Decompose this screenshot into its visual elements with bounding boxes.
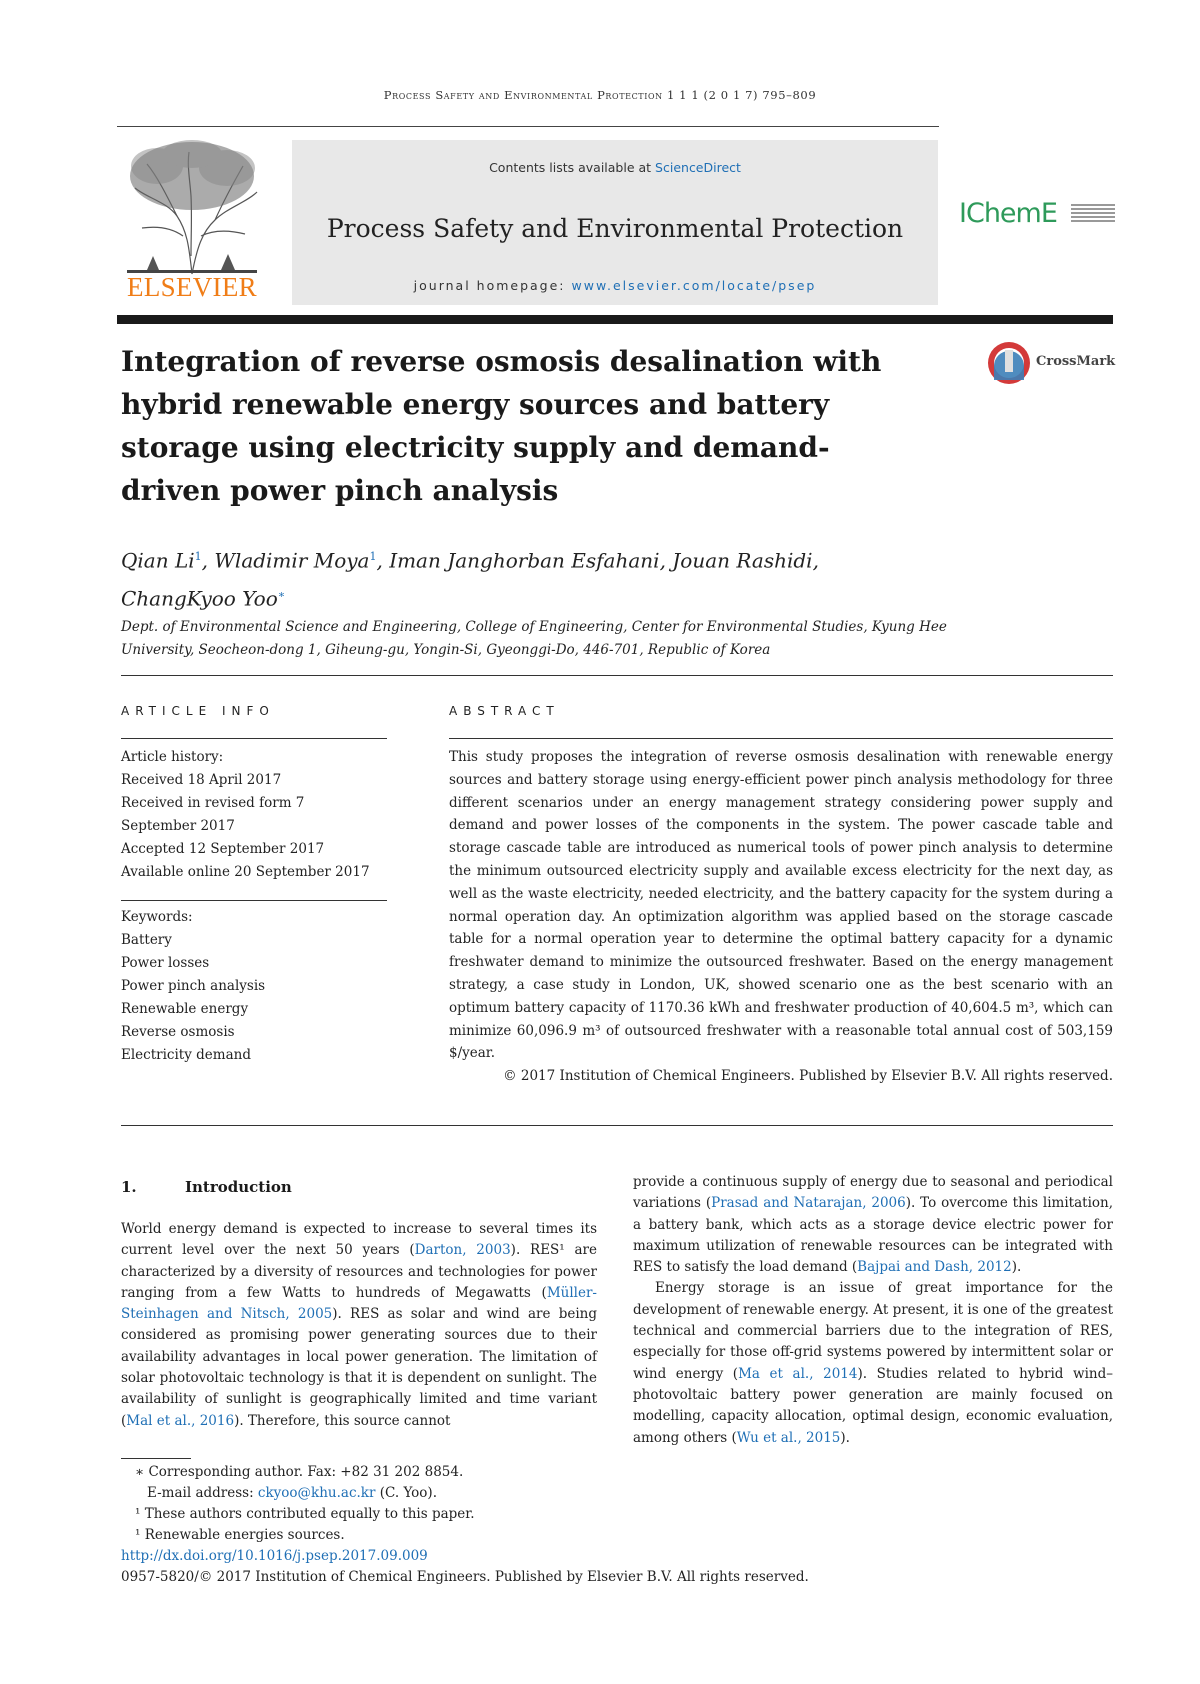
- body-text: Energy storage is an issue of great importance for the development of renewable energy. At present, it is one of the greatest technical and commercial barriers due to the integration of RES, especially for those off-grid systems powered by intermittent solar or wind energy (: [633, 1280, 1113, 1382]
- footnotes: [121, 1462, 821, 1588]
- keywords-label: Keywords:: [121, 909, 193, 925]
- body-text: ).: [840, 1429, 850, 1446]
- history-line: Article history:: [121, 749, 224, 765]
- email-link[interactable]: ckyoo@khu.ac.kr: [257, 1485, 376, 1501]
- author-list: Qian Li$^1$, Wladimir Moya$^1$, Iman Janghorban Esfahani, Jouan Rashidi, ChangKyoo Yoo∗: [121, 548, 819, 611]
- body-text: ). To overcome this limitation, a battery bank, which acts as a storage device electric power for maximum utilization of renewable resources can be integrated with RES to satisfy the load demand (: [633, 1195, 1113, 1276]
- elsevier-wordmark: ELSEVIER: [127, 272, 257, 302]
- intro-paragraph: [633, 1172, 1113, 1278]
- body-text: ). RES¹ are characterized by a diversity of resources and technologies for power ranging from a few Watts to hundreds of Megawatts (: [121, 1242, 598, 1301]
- icheme-tagline: [1071, 204, 1115, 222]
- footnote-email: [121, 1483, 821, 1504]
- section-number: 1.: [121, 1178, 137, 1196]
- author-mark: 1: [369, 550, 377, 563]
- abstract-body: [449, 746, 1113, 1088]
- author-mark: ∗: [277, 587, 286, 601]
- masthead: [117, 124, 1113, 304]
- keywords-block: [121, 906, 387, 1067]
- citation-link[interactable]: Mal et al., 2016: [126, 1412, 235, 1429]
- doi-link[interactable]: http://dx.doi.org/10.1016/j.psep.2017.09.009: [121, 1548, 428, 1564]
- body-text: ).: [1011, 1259, 1022, 1276]
- keyword: Battery: [121, 932, 172, 948]
- body-text: ). RES as solar and wind are being considered as promising power generating sources due to their availability advantages in local power generation. The limitation of solar photovoltaic technology is that it is dependent on sunlight. The availability of sunlight is geographically limited and time variant (: [121, 1306, 597, 1429]
- keyword: Power losses: [121, 955, 210, 971]
- abstract-copyright: © 2017 Institution of Chemical Engineers. Published by Elsevier B.V. All rights reserved.: [503, 1068, 1113, 1085]
- intro-paragraph: [121, 1219, 597, 1432]
- citation-link[interactable]: Wu et al., 2015: [736, 1429, 841, 1446]
- keywords-rule: [121, 900, 387, 901]
- footnote-rule: [121, 1458, 191, 1459]
- abstract-rule: [449, 738, 1113, 739]
- icheme-logo: [959, 198, 1119, 238]
- journal-name: Process Safety and Environmental Protection: [326, 214, 904, 243]
- body-text: ). Therefore, this source cannot: [234, 1412, 451, 1429]
- contents-prefix: Contents lists available at: [489, 160, 656, 175]
- abstract-text: This study proposes the integration of reverse osmosis desalination with renewable energy sources and battery storage using energy-efficient power pinch analysis methodology for three different scenarios under an energy management strategy considering power supply and demand and power losses of the components in the system. The power cascade table and storage cascade table are introduced as numerical tools of power pinch analysis to determine the minimum outsourced electricity supply and available excess electricity for the next day, as well as the waste electricity, needed electricity, and the battery capacity for the system during a normal operation day. An optimization algorithm was applied based on the storage cascade table for a normal operation year to determine the optimal battery capacity for a dynamic freshwater demand to minimize the outsourced freshwater. Based on the energy management strategy, a case study in London, UK, showed scenario one as the best scenario with an optimum battery capacity of 1170.36 kWh and freshwater production of 40,604.5 m³, which can minimize 60,096.9 m³ of outsourced freshwater with a reasonable total annual cost of 503,159 $/year.: [449, 749, 1113, 1062]
- crossmark-icon: [986, 340, 1032, 386]
- abstract-bottom-rule: [121, 1125, 1113, 1126]
- history-line: Received 18 April 2017: [121, 772, 282, 788]
- email-prefix: E-mail address:: [147, 1485, 258, 1501]
- author-name[interactable]: Wladimir Moya: [214, 548, 370, 573]
- history-line: Accepted 12 September 2017: [121, 841, 325, 857]
- keyword: Power pinch analysis: [121, 978, 266, 994]
- body-text: World energy demand is expected to increase to several times its current level over the next 50 years (: [121, 1221, 597, 1259]
- citation-link[interactable]: Darton, 2003: [414, 1242, 511, 1259]
- section-rule: [121, 675, 1113, 676]
- abstract-label: ABSTRACT: [449, 704, 560, 718]
- intro-right-column: [633, 1172, 1113, 1449]
- section-title: Introduction: [185, 1178, 292, 1196]
- history-line: Available online 20 September 2017: [121, 864, 370, 880]
- keyword: Electricity demand: [121, 1047, 251, 1063]
- body-text: provide a continuous supply of energy due to seasonal and periodical variations (: [633, 1174, 1113, 1212]
- crossmark-label: CrossMark: [1036, 354, 1116, 369]
- history-line: September 2017: [121, 818, 235, 834]
- intro-paragraph: [633, 1278, 1113, 1448]
- article-history: [121, 746, 387, 884]
- citation-link[interactable]: Ma et al., 2014: [738, 1365, 858, 1382]
- footnote-res: ¹ Renewable energies sources.: [135, 1527, 345, 1543]
- body-text: ). Studies related to hybrid wind–photovoltaic battery power generation are mainly focused on modelling, capacity allocation, optimal design, economic evaluation, among others (: [633, 1365, 1114, 1446]
- keyword: Reverse osmosis: [121, 1024, 235, 1040]
- citation-link[interactable]: Bajpai and Dash, 2012: [857, 1259, 1012, 1276]
- author-name[interactable]: Jouan Rashidi: [672, 548, 813, 573]
- contents-line: [292, 160, 938, 175]
- intro-left-column: [121, 1219, 597, 1432]
- author-name[interactable]: Qian Li: [121, 548, 195, 573]
- author-name[interactable]: ChangKyoo Yoo: [121, 586, 278, 611]
- info-rule: [121, 738, 387, 739]
- crossmark-badge[interactable]: [986, 340, 1114, 388]
- journal-banner: [292, 140, 938, 305]
- running-head: Process Safety and Environmental Protection 1 1 1 (2 0 1 7) 795–809: [383, 88, 817, 102]
- footnote-equal: ¹ These authors contributed equally to this paper.: [135, 1506, 475, 1522]
- issn-line: 0957-5820/© 2017 Institution of Chemical Engineers. Published by Elsevier B.V. All rights reserved.: [121, 1569, 809, 1585]
- article-title: Integration of reverse osmosis desalination with hybrid renewable energy sources and battery storage using electricity supply and demand-driven power pinch analysis: [121, 345, 882, 507]
- icheme-wordmark: IChemE: [959, 198, 1057, 229]
- keyword: Renewable energy: [121, 1001, 249, 1017]
- author-name[interactable]: Iman Janghorban Esfahani: [389, 548, 660, 573]
- homepage-prefix: journal homepage:: [413, 278, 572, 293]
- affiliation: Dept. of Environmental Science and Engineering, College of Engineering, Center for Environmental Studies, Kyung Hee University, Seocheon-dong 1, Giheung-gu, Yongin-Si, Gyeonggi-Do, 446-701, Republic of Korea: [121, 619, 947, 658]
- history-line: Received in revised form 7: [121, 795, 305, 811]
- footnote-corresponding: ∗ Corresponding author. Fax: +82 31 202 8854.: [135, 1464, 464, 1480]
- section-heading: [121, 1178, 292, 1196]
- homepage-line: [292, 278, 938, 293]
- citation-link[interactable]: Müller-Steinhagen and Nitsch, 2005: [121, 1284, 597, 1323]
- masthead-bottom-rule: [117, 315, 1113, 324]
- citation-link[interactable]: Prasad and Natarajan, 2006: [711, 1195, 906, 1212]
- article-info-label: ARTICLE INFO: [121, 704, 275, 718]
- sciencedirect-link[interactable]: ScienceDirect: [655, 160, 741, 175]
- author-mark: 1: [194, 550, 202, 563]
- email-suffix: (C. Yoo).: [375, 1485, 437, 1501]
- homepage-link[interactable]: www.elsevier.com/locate/psep: [571, 278, 817, 293]
